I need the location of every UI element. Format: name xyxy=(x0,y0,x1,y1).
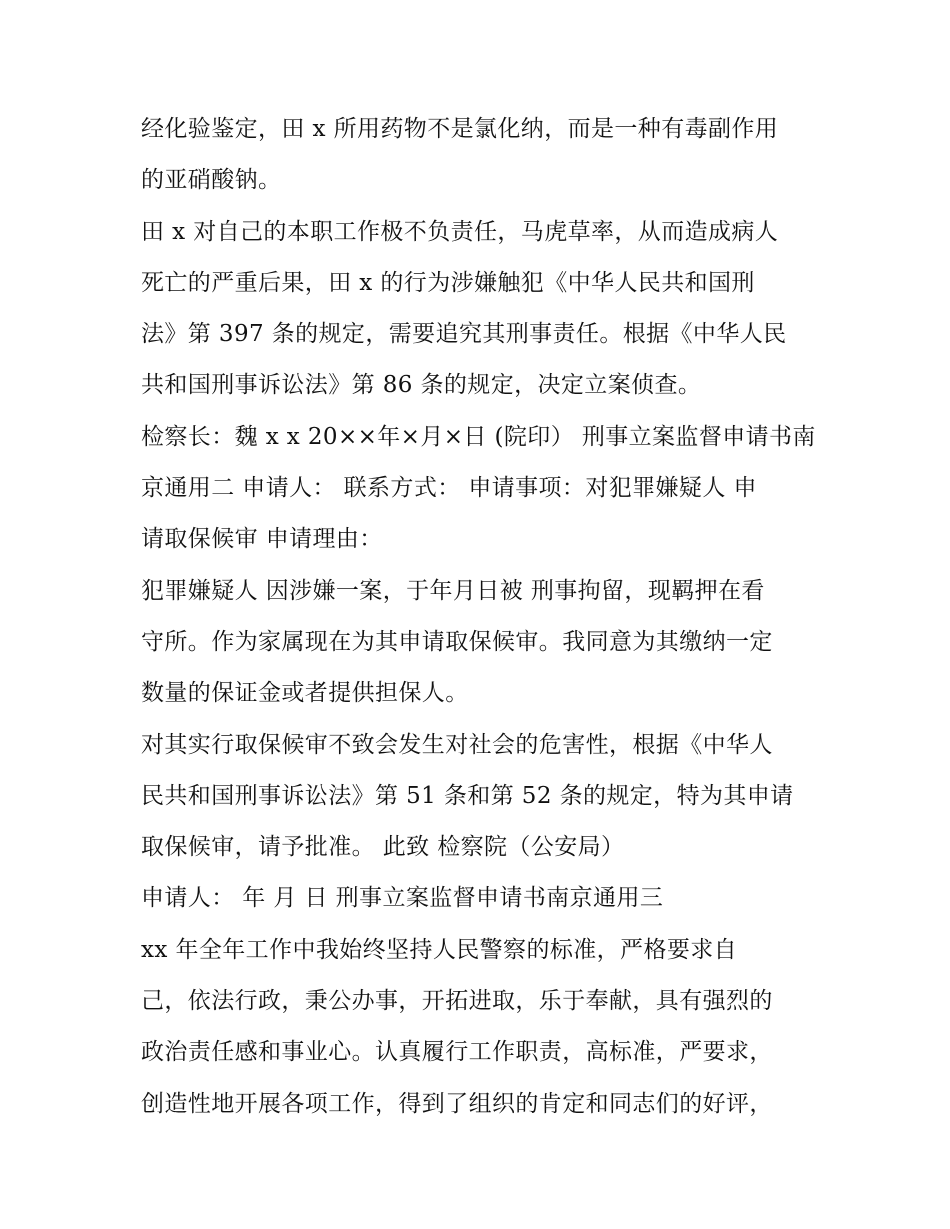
text-line: 京通用二 申请人： 联系方式： 申请事项：对犯罪嫌疑人 申 xyxy=(141,475,757,502)
text-line: 田 x 对自己的本职工作极不负责任，马虎草率，从而造成病人 xyxy=(141,218,779,245)
text-line: 取保候审，请予批准。 此致 检察院（公安局） xyxy=(141,834,625,861)
text-line: 请取保候审 申请理由： xyxy=(141,526,383,553)
text-line: 共和国刑事诉讼法》第 86 条的规定，决定立案侦查。 xyxy=(141,372,702,399)
text-line: 民共和国刑事诉讼法》第 51 条和第 52 条的规定，特为其申请 xyxy=(141,782,794,809)
text-line: xx 年全年工作中我始终坚持人民警察的标准，严格要求自 xyxy=(141,936,738,963)
text-line: 经化验鉴定，田 x 所用药物不是氯化纳，而是一种有毒副作用 xyxy=(141,116,779,142)
text-line: 守所。作为家属现在为其申请取保候审。我同意为其缴纳一定 xyxy=(141,628,773,655)
text-line: 政治责任感和事业心。认真履行工作职责，高标准，严要求， xyxy=(141,1039,773,1066)
text-line: 创造性地开展各项工作，得到了组织的肯定和同志们的好评， xyxy=(141,1090,773,1117)
text-line: 己，依法行政，秉公办事，开拓进取，乐于奉献，具有强烈的 xyxy=(141,988,773,1015)
text-line: 对其实行取保候审不致会发生对社会的危害性，根据《中华人 xyxy=(141,731,773,758)
text-line: 的亚硝酸钠。 xyxy=(141,167,282,194)
text-line: 死亡的严重后果，田 x 的行为涉嫌触犯《中华人民共和国刑 xyxy=(141,269,755,296)
text-line: 数量的保证金或者提供担保人。 xyxy=(141,680,469,707)
text-line: 申请人： 年 月 日 刑事立案监督申请书南京通用三 xyxy=(141,885,664,912)
text-line: 犯罪嫌疑人 因涉嫌一案，于年月日被 刑事拘留，现羁押在看 xyxy=(141,577,765,604)
body-text xyxy=(141,104,821,1130)
text-line: 检察长：魏 x x 20××年×月×日 (院印） 刑事立案监督申请书南 xyxy=(141,423,816,450)
text-line: 法》第 397 条的规定，需要追究其刑事责任。根据《中华人民 xyxy=(141,321,787,348)
